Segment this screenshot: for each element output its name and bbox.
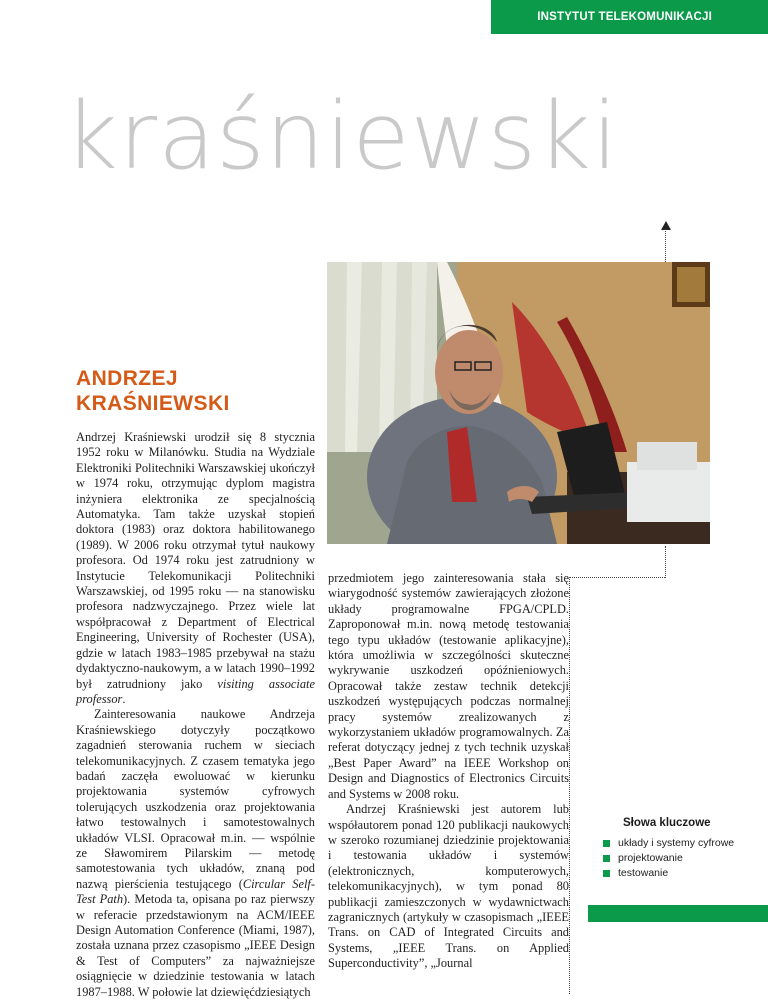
green-accent-bar [588,905,768,922]
first-name: ANDRZEJ [76,367,178,390]
header-band [491,0,768,34]
keyword-item: projektowanie [603,851,763,866]
person-name-heading [76,366,230,416]
keywords-box [603,817,763,881]
arrow-up-icon [661,221,671,230]
bio-column-left [76,430,315,1000]
bio-paragraph-1: Andrzej Kraśniewski urodził się 8 stycznia 1952 roku w Milanówku. Studia na Wydziale Elektroniki Politechniki Warszawskiej ukończył w 1974 roku, otrzymując dyplom magistra inżyniera elektronika ze specjalnością Automatyka. Tam także uzyskał stopień doktora (1983) oraz doktora habilitowanego (1989). W 2006 roku otrzymał tytuł naukowy profesora. Od 1974 roku jest zatrudniony w Instytucie Telekomunikacji Politechniki Warszawskiej, od 1995 roku — na stanowisku profesora nadzwyczajnego. Przez wiele lat współpracował z Department of Electrical Engineering, University of Rochester (USA), gdzie w latach 1983–1985 przebywał na stażu dydaktyczno-naukowym, a w latach 1990–1992 był zatrudniony jako visiting associate professor. [76,430,315,706]
last-name: KRAŚNIEWSKI [76,392,230,415]
dotted-guide-horizontal [569,577,665,578]
keywords-list [603,836,763,881]
bio-paragraph-2: Zainteresowania naukowe Andrzeja Kraśniewskiego dotyczyły początkowo zagadnień sterowania ruchem w sieciach telekomunikacyjnych. Z czasem tematyka jego badań zaczęła ewoluować w kierunku projektowania systemów cyfrowych tolerujących uszkodzenia oraz projektowania łatwo testowalnych i samotestowalnych układów VLSI. Opracował m.in. — wspólnie ze Sławomirem Pilarskim — metodę samotestowania tych układów, znaną pod nazwą pierścienia testującego (Circular Self-Test Path). Metoda ta, opisana po raz pierwszy w referacie przedstawionym na ACM/IEEE Design Automation Conference (Miami, 1987), została uznana przez czasopismo „IEEE Design & Test of Computers” za najważniejsze osiągnięcie w dziedzinie testowania w latach 1987–1988. W połowie lat dziewięćdziesiątych [76,707,315,999]
dotted-guide-bottom [569,577,570,994]
keyword-item: testowanie [603,866,763,881]
keyword-item: układy i systemy cyfrowe [603,836,763,851]
header-label: INSTYTUT TELEKOMUNIKACJI [537,11,712,23]
author-photo [327,262,710,544]
bio-paragraph-3: przedmiotem jego zainteresowania stała się wiarygodność systemów zawierających złożone układy programowalne FPGA/CPLD. Zaproponował m.in. nową metodę testowania tego typu układów (testowanie aplikacyjne), która umożliwia w szczególności skuteczne wykrywanie uszkodzeń opóźnieniowych. Opracował także zestaw technik detekcji uszkodzeń występujących podczas normalnej pracy systemów zrealizowanych z wykorzystaniem układów programowalnych. Za referat dotyczący jednej z tych technik uzyskał „Best Paper Award” na IEEE Workshop on Design and Diagnostics of Electronics Circuits and Systems w 2008 roku. [328,571,569,801]
dotted-guide-top [665,229,666,262]
big-surname-title: kraśniewski [64,82,619,190]
bio-column-right [328,571,569,972]
dotted-guide-mid [665,546,666,578]
keywords-title: Słowa kluczowe [623,817,711,829]
bio-paragraph-4: Andrzej Kraśniewski jest autorem lub współautorem ponad 120 publikacji naukowych w szeroko rozumianej dziedzinie projektowania i testowania układów i systemów (elektronicznych, komputerowych, telekomunikacyjnych), w tym ponad 80 publikacji zamieszczonych w wydawnictwach zagranicznych (artykuły w czasopismach „IEEE Trans. on CAD of Integrated Circuits and Systems, „IEEE Trans. on Applied Superconductivity”, „Journal [328,802,569,971]
